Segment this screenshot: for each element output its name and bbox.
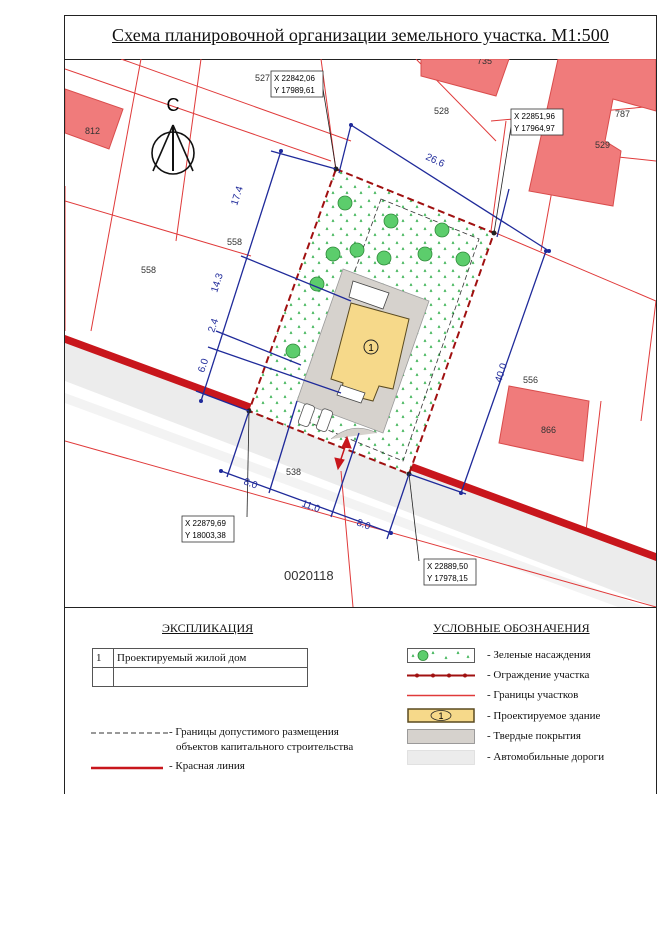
- fence-swatch: [407, 668, 475, 683]
- tree: [338, 196, 352, 210]
- coord-y: Y 17978,15: [427, 574, 468, 583]
- building-swatch: [407, 708, 475, 723]
- coord-x: X 22851,96: [514, 112, 555, 121]
- parcel-number: 812: [85, 126, 101, 136]
- coord-x: X 22842,06: [274, 74, 315, 83]
- parcel-number: 556: [523, 375, 539, 385]
- dim-line: [271, 151, 336, 169]
- existing-building-812: [65, 89, 123, 149]
- tree: [286, 344, 300, 358]
- drawing-sheet: [64, 15, 657, 794]
- legend-label-paving: - Твердые покрытия: [487, 730, 581, 742]
- row-name: [114, 668, 308, 687]
- building-swatch-marker: 1: [438, 711, 444, 721]
- row-number: [93, 668, 114, 687]
- parcel-number: 735: [477, 59, 493, 66]
- dim-label: 8.0: [354, 517, 372, 533]
- table-row: [93, 668, 308, 687]
- legend-label-building: - Проектируемое здание: [487, 710, 601, 722]
- north-label: С: [166, 95, 180, 115]
- explication-heading: ЭКСПЛИКАЦИЯ: [162, 621, 254, 635]
- site-plan-svg: [65, 59, 656, 607]
- tree: [418, 247, 432, 261]
- red-line-label: - Красная линия: [169, 760, 245, 772]
- dim-label: 11.0: [299, 498, 322, 516]
- parcel-number: 787: [615, 109, 631, 119]
- dim-label: 17.4: [229, 185, 246, 207]
- table-row: [93, 649, 308, 668]
- tree: [326, 247, 340, 261]
- dim-label: 14.3: [209, 272, 226, 294]
- coord-box-p4: [424, 559, 476, 585]
- dim-label: 6.0: [196, 357, 212, 374]
- parcel-line: [586, 401, 601, 531]
- parcel-line: [491, 231, 656, 301]
- green-area-swatch: [407, 648, 475, 663]
- tree: [384, 214, 398, 228]
- parcel-line: [176, 59, 201, 241]
- dim-label: 26.6: [423, 151, 447, 170]
- coord-x: X 22889,50: [427, 562, 468, 571]
- building-marker-text: 1: [368, 343, 374, 354]
- drawing-title: Схема планировочной организации земельного участка. М1:500: [112, 25, 609, 45]
- title-row: [65, 16, 656, 60]
- legend-label-road: - Автомобильные дороги: [487, 751, 605, 763]
- parcel-number: 558: [227, 237, 243, 247]
- legend-label-fence: - Ограждение участка: [487, 669, 590, 681]
- parcel-number: 538: [286, 467, 302, 477]
- tree: [456, 252, 470, 266]
- parcel-line: [65, 201, 251, 256]
- road-swatch: [407, 750, 475, 765]
- explication-table: [92, 648, 308, 687]
- parcel-number: 558: [141, 265, 157, 275]
- parcel-number: 866: [541, 425, 557, 435]
- parcel-boundary-swatch: [407, 688, 475, 703]
- parcel-number: 529: [595, 140, 611, 150]
- existing-building-735: [421, 59, 509, 96]
- dim-line: [497, 189, 509, 237]
- row-name: Проектируемый жилой дом: [114, 649, 308, 668]
- paving-swatch: [407, 729, 475, 744]
- parcel-line: [91, 59, 141, 331]
- north-arrow: [152, 95, 194, 174]
- dim-label: 40.0: [493, 362, 510, 384]
- cadastral-number: 0020118: [284, 568, 334, 583]
- row-number: 1: [93, 649, 114, 668]
- tree: [435, 223, 449, 237]
- tree: [350, 243, 364, 257]
- coord-y: Y 18003,38: [185, 531, 226, 540]
- coord-box-p2: [511, 109, 563, 135]
- dashed-line-symbol: [91, 731, 169, 735]
- coord-box-p3: [182, 516, 234, 542]
- parcel-number: 528: [434, 106, 450, 116]
- dashed-label-1: - Границы допустимого размещения: [169, 726, 339, 738]
- parcel-line: [341, 471, 353, 607]
- parcel-number: 527: [255, 73, 271, 83]
- dashed-label-2: объектов капитального строительства: [176, 741, 354, 753]
- coord-y: Y 17989,61: [274, 86, 315, 95]
- tree: [377, 251, 391, 265]
- legend-area: [65, 608, 656, 794]
- coord-x: X 22879,69: [185, 519, 226, 528]
- dim-label: 2.4: [206, 317, 222, 334]
- symbols-heading: УСЛОВНЫЕ ОБОЗНАЧЕНИЯ: [433, 621, 590, 635]
- parcel-line: [641, 301, 656, 421]
- dim-line: [339, 125, 351, 173]
- coord-box-p1: [271, 71, 323, 97]
- coord-y: Y 17964,97: [514, 124, 555, 133]
- legend-label-green: - Зеленые насаждения: [487, 649, 591, 661]
- dim-label: 8.0: [241, 476, 259, 492]
- red-line-symbol: [91, 766, 163, 770]
- existing-building-866: [499, 386, 589, 461]
- legend-label-boundary: - Границы участков: [487, 689, 579, 701]
- site-plan-map: [65, 59, 656, 608]
